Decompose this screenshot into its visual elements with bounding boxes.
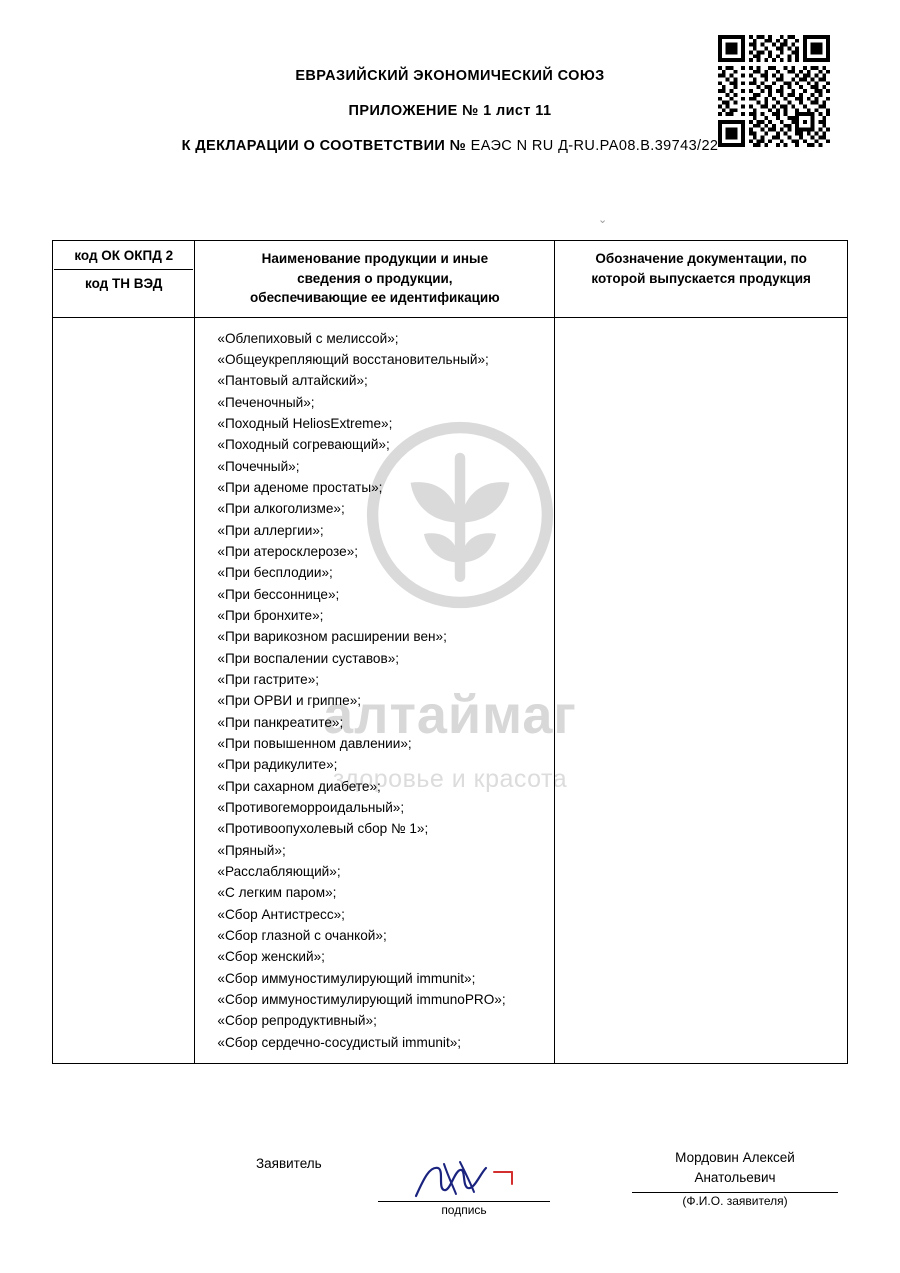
cell-doc-value (555, 317, 848, 1063)
header-cell-doc (555, 241, 848, 318)
applicant-name (620, 1148, 850, 1187)
product-item: «При бесплодии»; (217, 565, 333, 581)
declaration-number: ЕАЭС N RU Д-RU.РА08.В.39743/22 (466, 138, 719, 154)
header-code-tnved: код ТН ВЭД (85, 276, 163, 291)
product-item: «Противогеморроидальный»; (217, 799, 405, 815)
header-cell-codes (53, 241, 195, 318)
product-item: «При аденоме простаты»; (217, 479, 383, 495)
signature-caption: подпись (441, 1203, 487, 1217)
product-item: «При панкреатите»; (217, 714, 344, 730)
header-line-appendix: ПРИЛОЖЕНИЕ № 1 лист 11 (348, 103, 552, 119)
header-name-line2: сведения о продукции, (297, 270, 453, 286)
table-body-row (53, 317, 848, 1063)
document-header (0, 68, 900, 154)
product-item: «При аллергии»; (217, 522, 324, 538)
product-item: «С легким паром»; (217, 885, 337, 901)
applicant-name-caption: (Ф.И.О. заявителя) (682, 1194, 788, 1208)
cell-codes-value (53, 317, 195, 1063)
header-doc-line1: Обозначение документации, по (595, 251, 807, 266)
header-name-line1: Наименование продукции и иные (261, 251, 489, 266)
product-table (52, 240, 848, 1064)
product-item: «Пантовый алтайский»; (217, 373, 368, 389)
signature-image (408, 1158, 528, 1202)
header-cell-name (195, 241, 555, 318)
product-item: «Облепиховый с мелиссой»; (217, 330, 399, 346)
signature-rule (378, 1201, 550, 1202)
applicant-name-rule (632, 1192, 838, 1193)
product-item: «Сбор женский»; (217, 949, 325, 965)
applicant-name-line2: Анатольевич (694, 1169, 776, 1185)
product-item: «При сахарном диабете»; (217, 778, 381, 794)
product-item: «Сбор сердечно-сосудистый immunit»; (217, 1034, 462, 1050)
product-item: «При ОРВИ и гриппе»; (217, 693, 362, 709)
product-item: «При бронхите»; (217, 607, 324, 623)
watermark-brand: алтаймаг (323, 685, 577, 745)
header-line-union: ЕВРАЗИЙСКИЙ ЭКОНОМИЧЕСКИЙ СОЮЗ (295, 68, 605, 84)
watermark-tagline: здоровье и красота (332, 765, 568, 793)
product-item: «При алкоголизме»; (217, 501, 345, 517)
applicant-name-line1: Мордовин Алексей (675, 1150, 795, 1165)
header-name-line3: обеспечивающие ее идентификацию (250, 290, 500, 306)
product-item: «Пряный»; (217, 842, 286, 858)
applicant-label: Заявитель (256, 1156, 322, 1171)
product-item: «Сбор репродуктивный»; (217, 1013, 377, 1029)
header-line-declaration (0, 138, 900, 154)
product-item: «Общеукрепляющий восстановительный»; (217, 352, 489, 368)
page-tick-mark: ⌄ (598, 214, 608, 226)
header-doc-line2: которой выпускается продукция (591, 270, 811, 286)
product-item: «Противоопухолевый сбор № 1»; (217, 821, 429, 837)
product-item: «При воспалении суставов»; (217, 650, 400, 666)
product-item: «Сбор Антистресс»; (217, 906, 345, 922)
product-item: «При радикулите»; (217, 757, 338, 773)
product-item: «При варикозном расширении вен»; (217, 629, 447, 645)
product-item: «Сбор иммуностимулирующий immunit»; (217, 970, 476, 986)
table-header-row (53, 241, 848, 318)
header-code-okpd: код ОК ОКПД 2 (54, 242, 193, 270)
product-item: «Расслабляющий»; (217, 863, 341, 879)
product-item: «При гастрите»; (217, 671, 320, 687)
product-item: «Почечный»; (217, 458, 300, 474)
product-item: «Сбор иммуностимулирующий immunoPRO»; (217, 991, 506, 1007)
product-item: «При бессоннице»; (217, 586, 340, 602)
product-item: «Походный HeliosExtreme»; (217, 416, 393, 431)
cell-product-list (195, 317, 555, 1063)
product-item: «Сбор глазной с очанкой»; (217, 927, 387, 943)
product-item: «Походный согревающий»; (217, 437, 390, 453)
declaration-label: К ДЕКЛАРАЦИИ О СООТВЕТСТВИИ № (181, 138, 467, 154)
product-item: «Печеночный»; (217, 394, 315, 410)
product-item: «При атеросклерозе»; (217, 543, 359, 559)
product-item: «При повышенном давлении»; (217, 735, 412, 751)
